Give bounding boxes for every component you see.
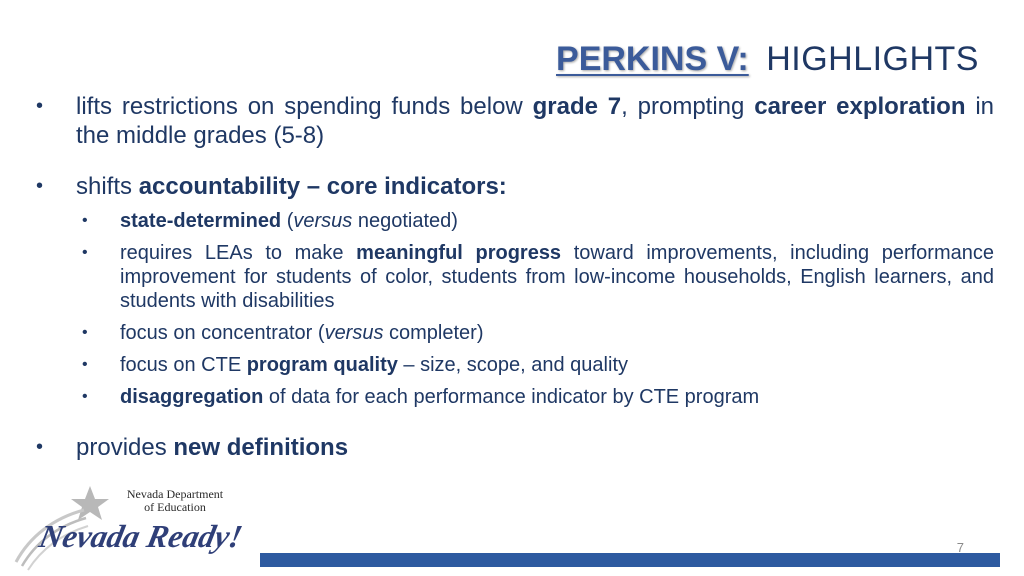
logo-agency-name bbox=[110, 488, 240, 514]
bullet-spending bbox=[36, 92, 994, 150]
bullet-text bbox=[76, 172, 994, 201]
bold-run: program quality bbox=[246, 354, 398, 376]
text-run: focus on CTE bbox=[120, 354, 247, 376]
bullet-dot-icon: • bbox=[82, 356, 88, 373]
bullet-definitions bbox=[36, 433, 994, 462]
sub-bullet-concentrator bbox=[36, 321, 994, 345]
text-run: completer) bbox=[383, 322, 484, 344]
sub-bullet-meaningful-progress bbox=[36, 241, 994, 313]
italic-run: versus bbox=[324, 322, 384, 344]
bullet-dot-icon: • bbox=[82, 244, 88, 261]
text-run: ( bbox=[281, 210, 294, 232]
sub-bullet-state-determined bbox=[36, 209, 994, 233]
title-perkins: PERKINS V: bbox=[556, 40, 749, 78]
bullet-text bbox=[76, 433, 994, 462]
nevada-ready-logo bbox=[10, 484, 250, 572]
text-run: requires LEAs to make bbox=[120, 242, 357, 264]
text-run: provides bbox=[76, 434, 174, 461]
bullet-dot-icon: • bbox=[36, 95, 44, 117]
sub-bullet-disaggregation bbox=[36, 385, 994, 409]
bold-run: disaggregation bbox=[120, 386, 264, 408]
text-run: shifts bbox=[76, 173, 139, 200]
text-run: – size, scope, and quality bbox=[397, 354, 628, 376]
logo-script-text: Nevada Ready! bbox=[36, 518, 246, 554]
text-run: negotiated) bbox=[352, 210, 458, 232]
page-number: 7 bbox=[956, 540, 964, 555]
text-run: toward improvements, including performance improvement for students of color, students from low-income households, English learners, and students with disabilities bbox=[120, 242, 994, 312]
slide-title bbox=[556, 40, 979, 79]
bullet-dot-icon: • bbox=[82, 388, 88, 405]
accountability-sublist bbox=[36, 209, 994, 409]
agency-line: of Education bbox=[144, 500, 206, 514]
bold-run: meaningful progress bbox=[356, 242, 562, 264]
bullet-dot-icon: • bbox=[82, 324, 88, 341]
bullet-dot-icon: • bbox=[82, 212, 88, 229]
text-run: lifts restrictions on spending funds below bbox=[76, 93, 533, 120]
text-run: of data for each performance indicator by CTE program bbox=[263, 386, 760, 408]
text-run: , prompting bbox=[621, 93, 755, 120]
bold-run: new definitions bbox=[173, 434, 349, 461]
bold-run: accountability – core indicators: bbox=[138, 173, 507, 200]
bold-run: grade 7 bbox=[532, 93, 622, 120]
bullet-accountability bbox=[36, 172, 994, 201]
sub-bullet-program-quality bbox=[36, 353, 994, 377]
title-highlights: HIGHLIGHTS bbox=[766, 40, 979, 78]
italic-run: versus bbox=[293, 210, 353, 232]
slide-content bbox=[36, 92, 994, 462]
agency-line: Nevada Department bbox=[126, 487, 224, 501]
bold-run: career exploration bbox=[754, 93, 966, 120]
bold-run: state-determined bbox=[120, 210, 282, 232]
text-run: in the middle grades (5-8) bbox=[76, 93, 995, 149]
bullet-dot-icon: • bbox=[36, 175, 44, 197]
text-run: focus on concentrator ( bbox=[120, 322, 325, 344]
bullet-text bbox=[76, 92, 994, 150]
footer-bar bbox=[260, 553, 1000, 567]
bullet-dot-icon: • bbox=[36, 436, 44, 458]
